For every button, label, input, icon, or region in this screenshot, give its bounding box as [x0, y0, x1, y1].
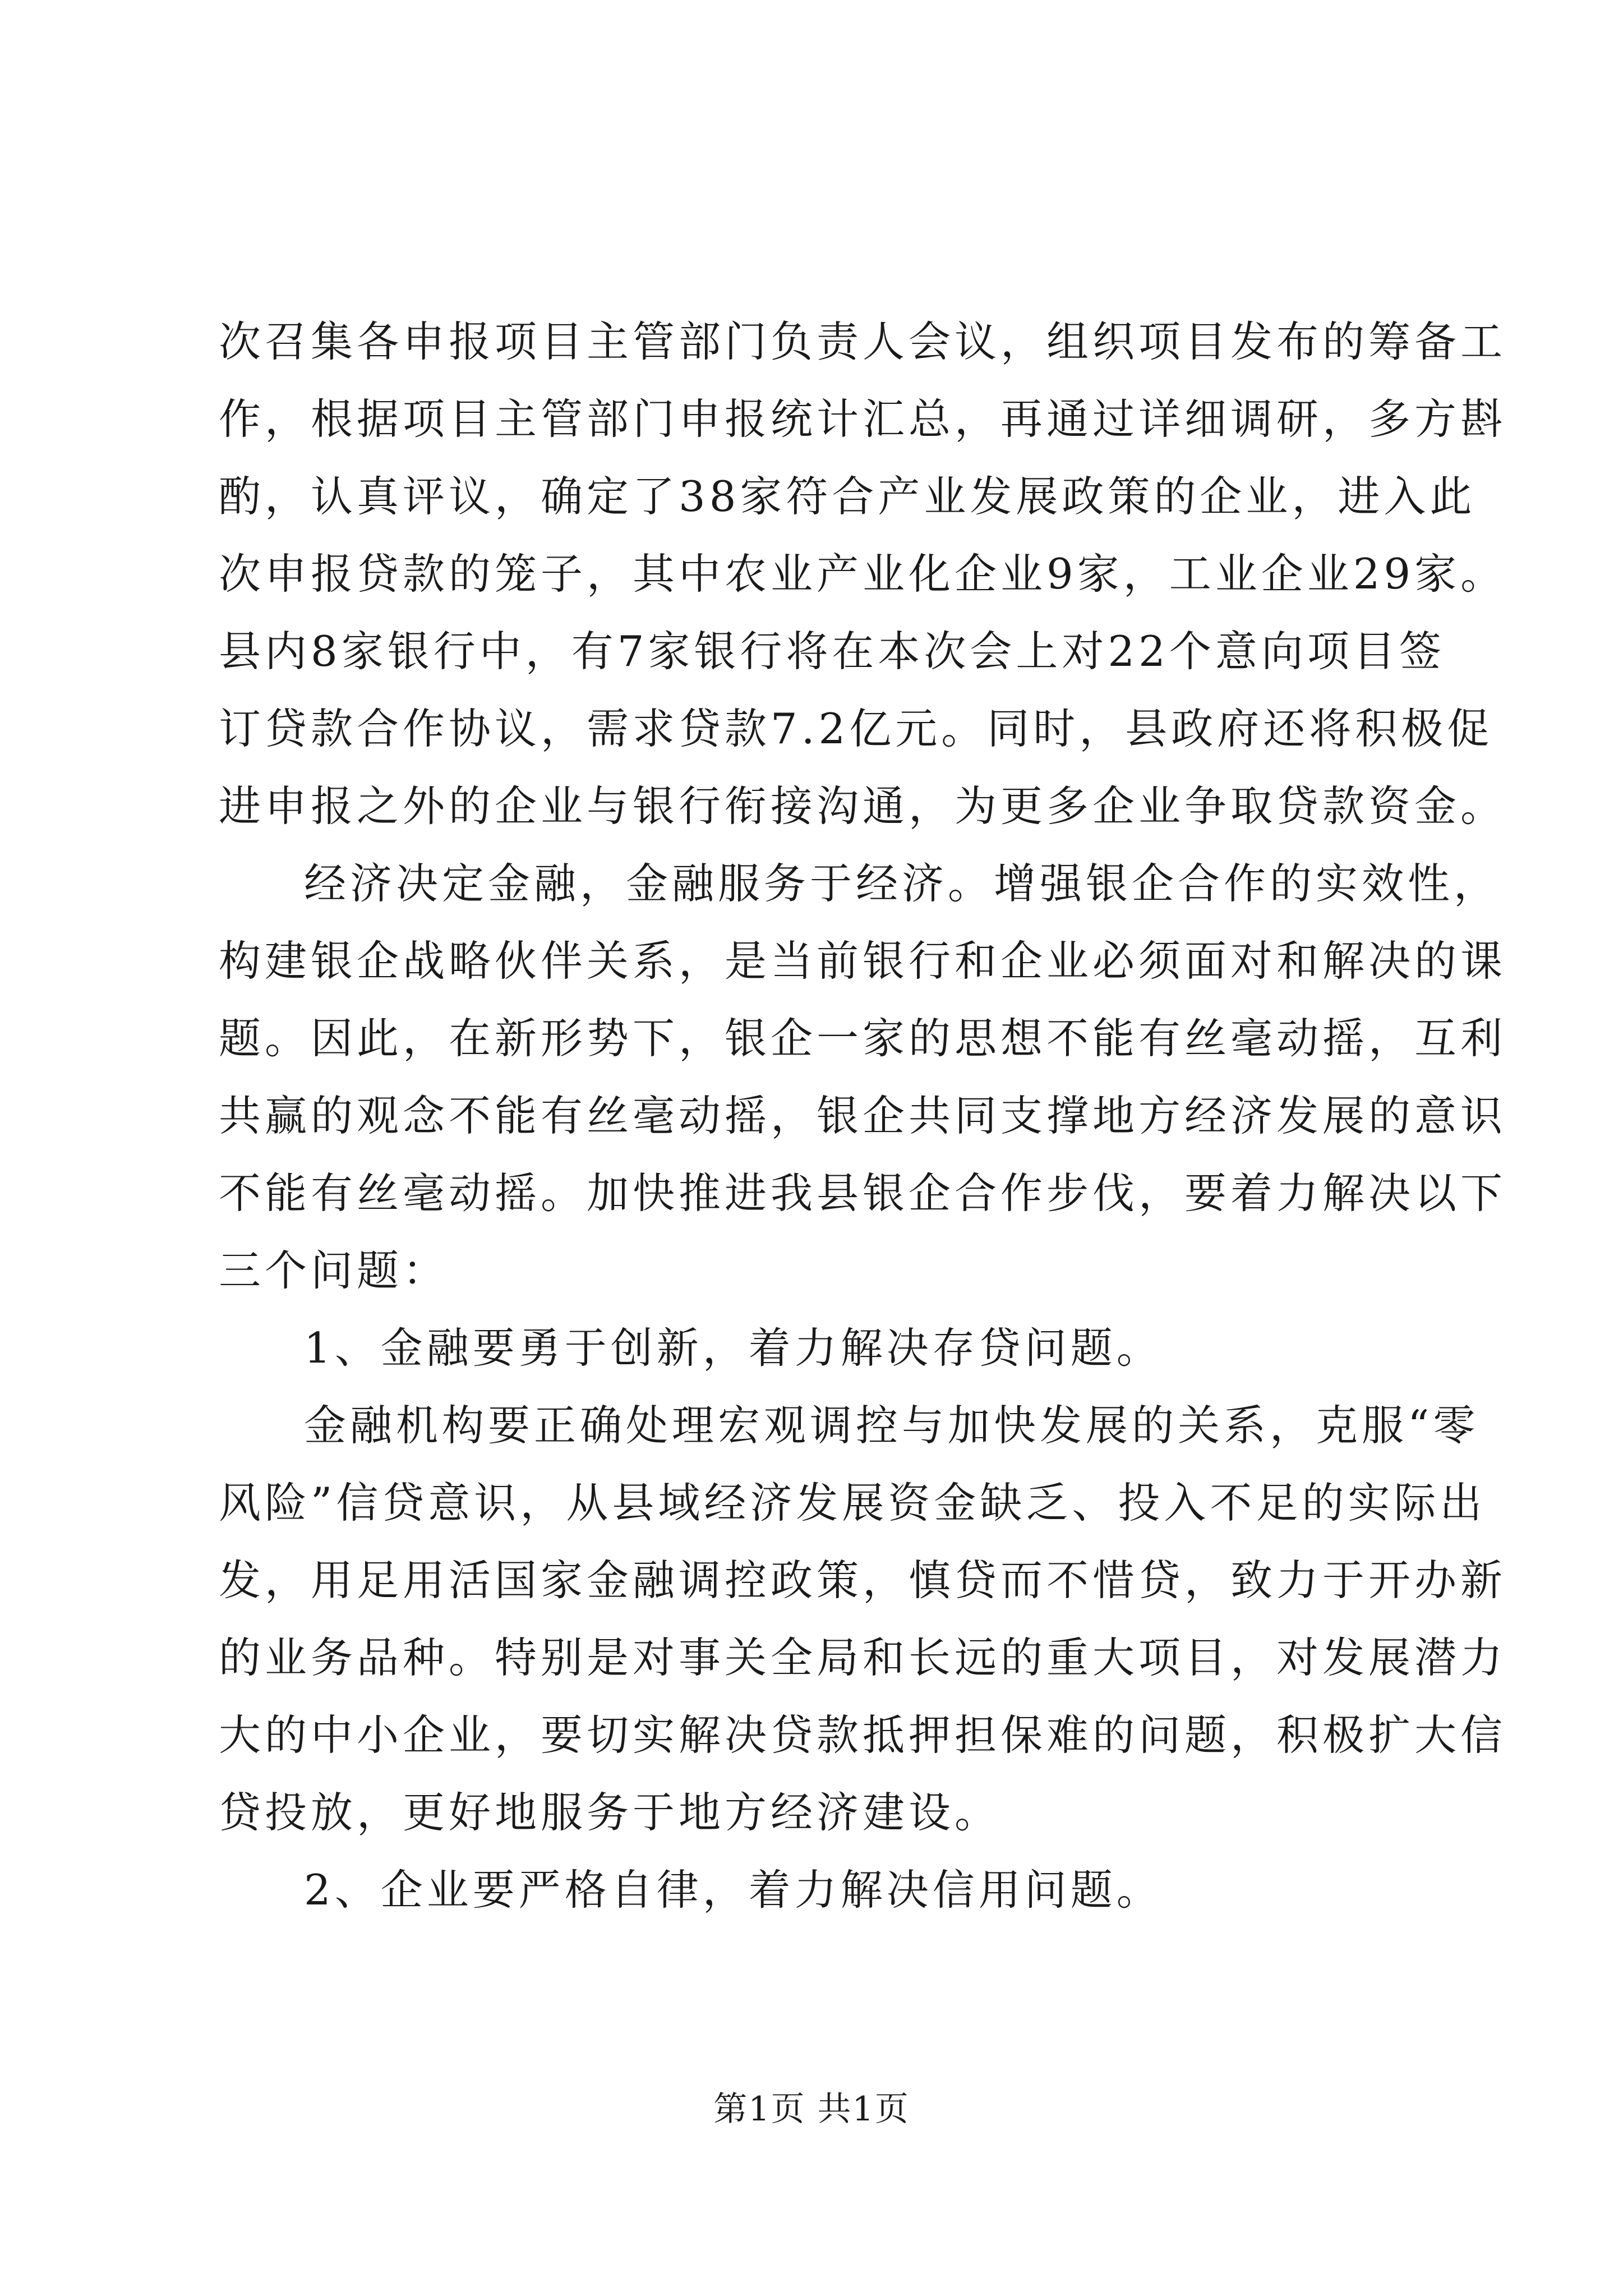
paragraph-line: 三个问题： [219, 1246, 449, 1295]
paragraph-line: 次召集各申报项目主管部门负责人会议，组织项目发布的筹备工 [219, 317, 1507, 366]
section-heading: 2、企业要严格自律，着力解决信用问题。 [304, 1865, 1163, 1915]
paragraph-line: 发，用足用活国家金融调控政策，慎贷而不惜贷，致力于开办新 [219, 1556, 1507, 1605]
document-body [219, 303, 1507, 1929]
paragraph-line: 风险”信贷意识，从县域经济发展资金缺乏、投入不足的实际出 [219, 1478, 1486, 1527]
paragraph-line: 作，根据项目主管部门申报统计汇总，再通过详细调研，多方斟 [219, 394, 1507, 444]
paragraph-line: 不能有丝毫动摇。加快推进我县银企合作步伐，要着力解决以下 [219, 1168, 1507, 1218]
paragraph-line: 进申报之外的企业与银行衔接沟通，为更多企业争取贷款资金。 [219, 781, 1507, 831]
paragraph-line: 构建银企战略伙伴关系，是当前银行和企业必须面对和解决的课 [219, 936, 1507, 986]
paragraph-line: 的业务品种。特别是对事关全局和长远的重大项目，对发展潜力 [219, 1633, 1507, 1682]
paragraph-line: 大的中小企业，要切实解决贷款抵押担保难的问题，积极扩大信 [219, 1710, 1507, 1760]
section-heading: 1、金融要勇于创新，着力解决存贷问题。 [304, 1323, 1163, 1373]
paragraph-line: 订贷款合作协议，需求贷款7.2亿元。同时，县政府还将积极促 [219, 704, 1493, 753]
paragraph-line: 经济决定金融，金融服务于经济。增强银企合作的实效性， [304, 859, 1500, 908]
paragraph-line: 县内8家银行中，有7家银行将在本次会上对22个意向项目签 [219, 627, 1445, 676]
paragraph-line: 金融机构要正确处理宏观调控与加快发展的关系，克服“零 [304, 1401, 1479, 1450]
paragraph-line: 题。因此，在新形势下，银企一家的思想不能有丝毫动摇，互利 [219, 1014, 1507, 1063]
page-number-footer: 第1页 共1页 [713, 2090, 910, 2129]
paragraph-line: 贷投放，更好地服务于地方经济建设。 [219, 1788, 1001, 1837]
paragraph-line: 次申报贷款的笼子，其中农业产业化企业9家，工业企业29家。 [219, 549, 1507, 599]
paragraph-line: 酌，认真评议，确定了38家符合产业发展政策的企业，进入此 [219, 472, 1476, 521]
paragraph-line: 共赢的观念不能有丝毫动摇，银企共同支撑地方经济发展的意识 [219, 1091, 1507, 1140]
